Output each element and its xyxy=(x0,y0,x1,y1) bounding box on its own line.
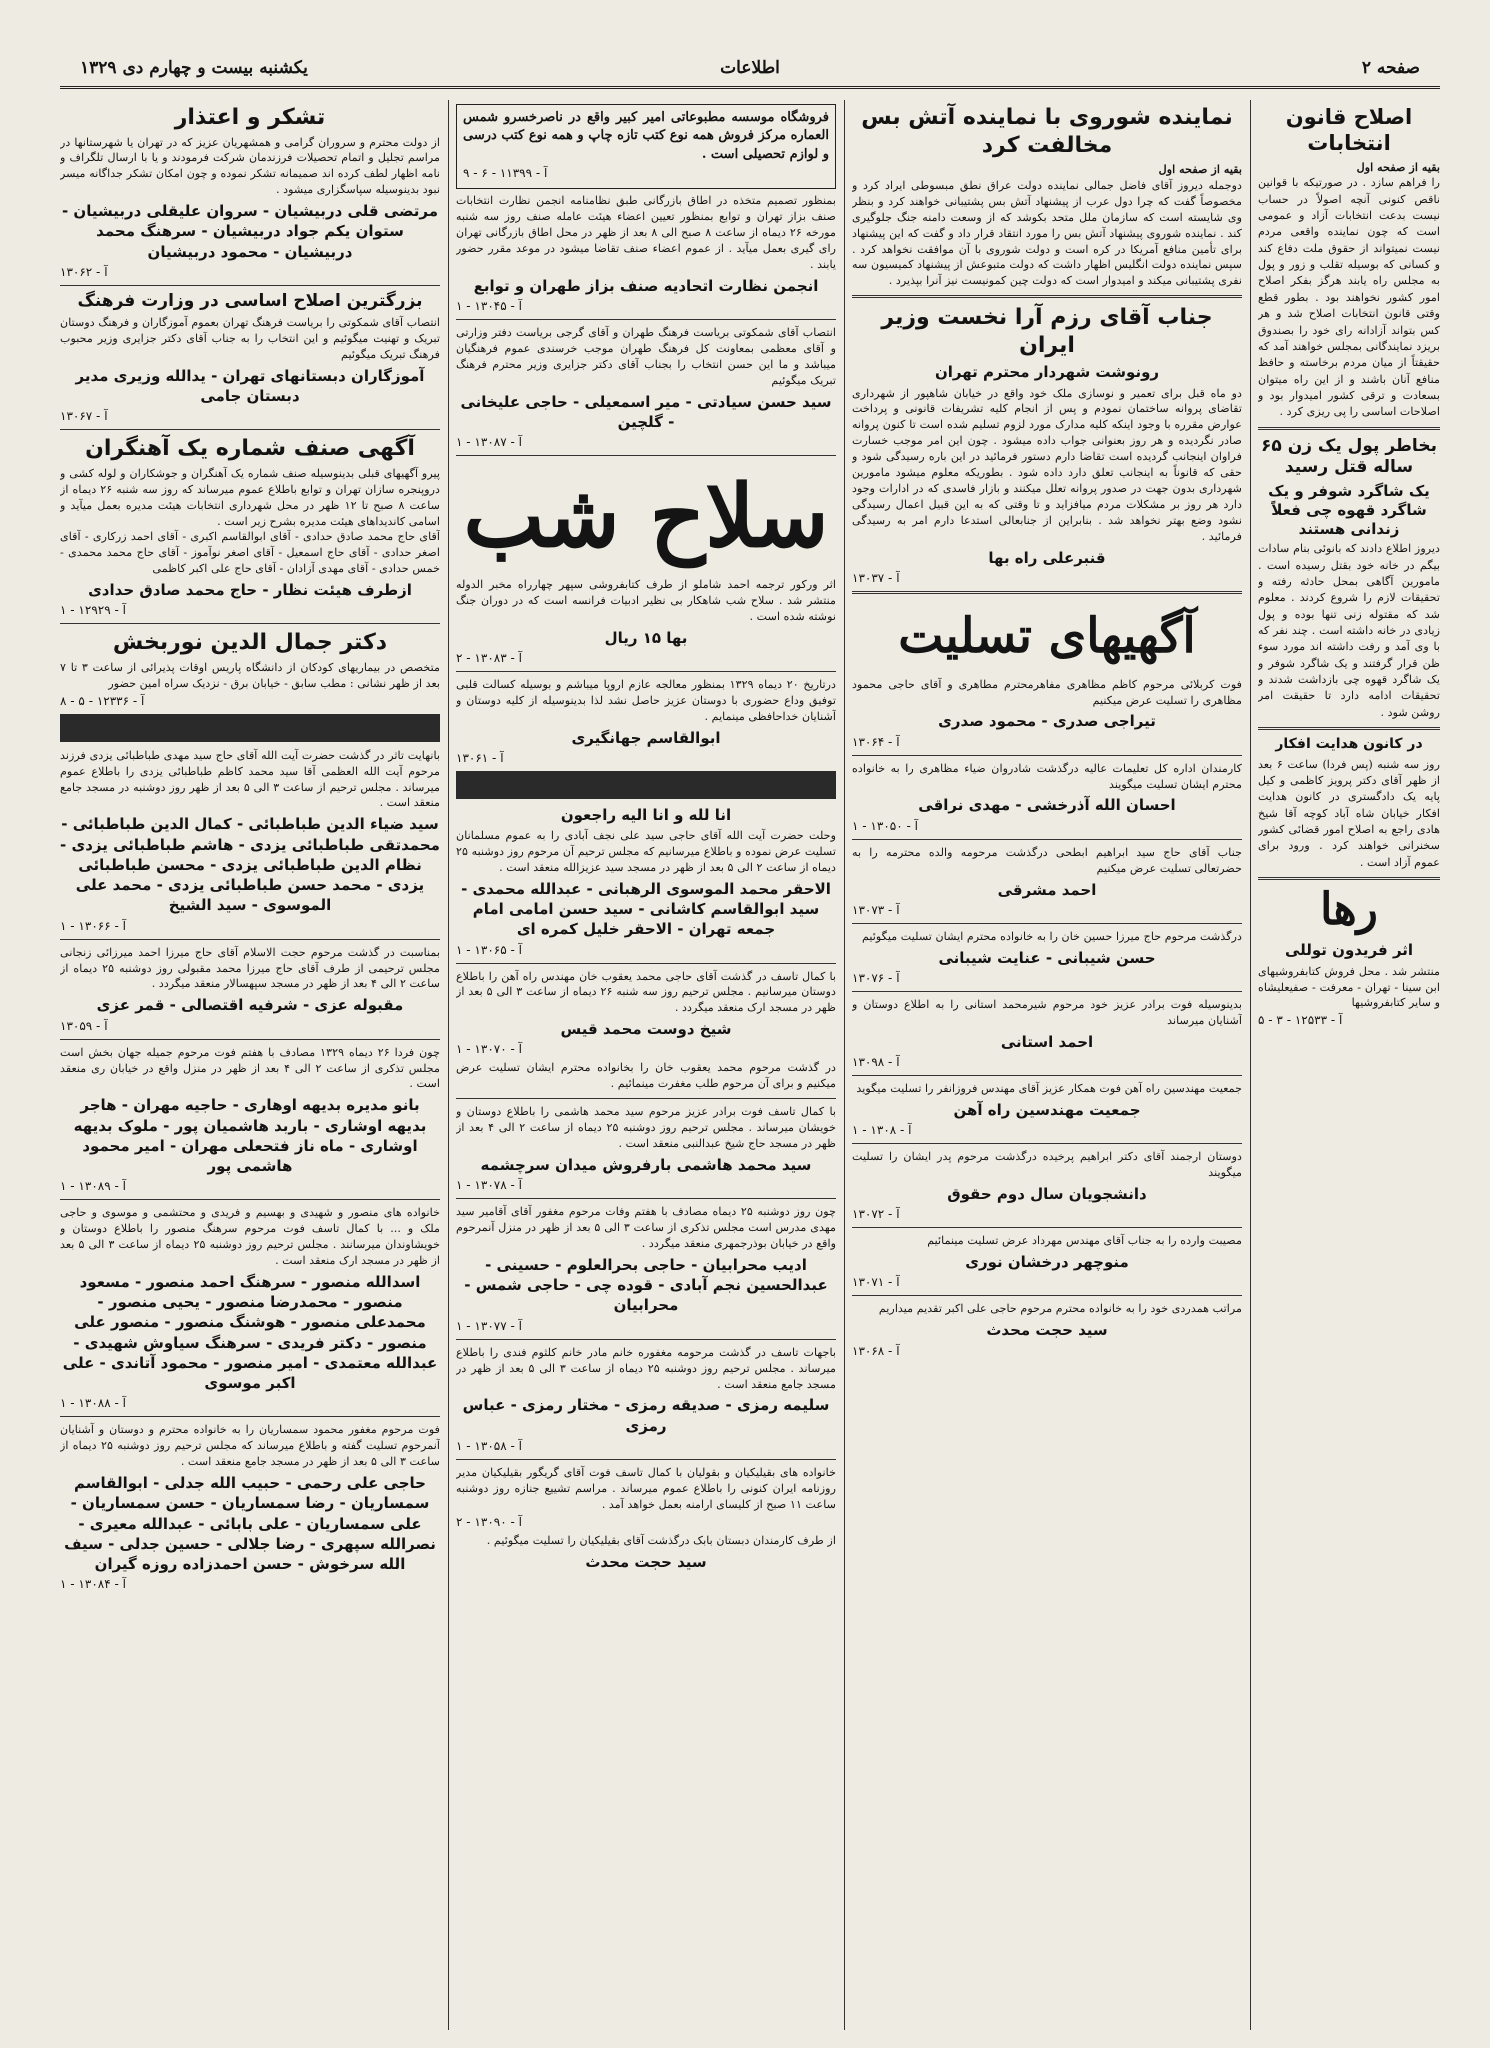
condolence-text: جناب آقای حاج سید ابراهیم ابطحی درگذشت مرحومه والده محترمه را به حضرتعالی تسلیت عرض میکنیم xyxy=(852,845,1242,875)
column-rule xyxy=(1250,100,1251,2030)
subhead: رونوشت شهردار محترم تهران xyxy=(934,363,1160,382)
section-title: آگهیهای تسلیت xyxy=(898,607,1196,664)
condolence-item xyxy=(852,1149,1242,1221)
headline: نماینده شوروی با نماینده آتش بس مخالفت کرد xyxy=(861,105,1233,158)
condolence-text: مصیبت وارده را به جناب آقای مهندس مهرداد عرض تسلیت مینمائیم xyxy=(927,1234,1242,1248)
electoral-reform-article xyxy=(1258,104,1440,421)
murder-report-article xyxy=(1258,436,1440,722)
divider xyxy=(1258,427,1440,430)
notice-body: انتصاب آقای شمکوتی بریاست فرهنگ طهران و آقای گرجی بریاست دفتر وزارتی و آقای معظمی بمعاونت کل فرهنگ طهران موجب خرسندی عموم فرهنگیان میباشد و ما این حسن انتخاب را بجناب آقای دکتر جزایری وزیر محترم فرهنگ تبریک میگوئیم xyxy=(456,326,836,387)
ad-code: آ - ۱۳۰۶۴ xyxy=(852,734,900,749)
divider xyxy=(852,923,1242,924)
ad-body: فروشگاه موسسه مطبوعاتی امیر کبیر واقع در ناصرخسرو شمس العماره مرکز فروش همه نوع کتب تازه چاپ و همه نوع کتب درسی و لوازم تحصیلی است . xyxy=(463,110,829,162)
ad-code: آ - ۱۳۰۸۹ - ۱ xyxy=(60,1179,126,1194)
book-title: سلاح شب xyxy=(463,466,829,568)
signature: ابوالقاسم جهانگیری xyxy=(571,728,721,747)
book-details: اثر ورکور ترجمه احمد شاملو از طرف کتابفروشی سپهر چهارراه مخبر الدوله منتشر شد . سلاح شب شاهکار بی نظیر ادبیات فرانسه است که در دوران جنگ نوشته شده است . xyxy=(456,577,836,623)
election-notice xyxy=(456,193,836,313)
divider xyxy=(852,1143,1242,1144)
obituary-engineer xyxy=(456,969,836,1093)
divider xyxy=(60,1039,440,1040)
ad-code: آ - ۱۳۰۶۲ xyxy=(60,264,108,279)
obituary-fandi xyxy=(456,1345,836,1453)
notice-body: خانواده های منصور و شهیدی و بهسیم و فریدی و محتشمی و موسوی و حاجی ملک و ... با کمال تاسف فوت مرحوم سرهنگ منصور را باطلاع دوستان و خویشاوندان میرسانند . مجلس ترحیم روز دوشنبه ۲۵ دیماه از ساعت ۳ الی ۵ بعد از ظهر در مسجد ارک منعقد است . xyxy=(60,1206,440,1268)
subhead: یک شاگرد شوفر و یک شاگرد قهوه چی فعلاً زندانی هستند xyxy=(1268,482,1430,538)
book-ad-night-weapon xyxy=(456,466,836,665)
divider xyxy=(60,285,440,286)
names: مقبوله عزی - شرفیه اقتصالی - قمر عزی xyxy=(96,996,404,1015)
condolence-names: منوچهر درخشان نوری xyxy=(965,1253,1129,1272)
condolence-text: بدینوسیله فوت برادر عزیز خود مرحوم شیرمحمد استانی را به اطلاع دوستان و آشنایان میرساند xyxy=(852,997,1242,1027)
condolence-text: جمعیت مهندسین راه آهن فوت همکار عزیز آقای مهندس فروزانفر را تسلیت میگوید xyxy=(856,1082,1242,1096)
names: ادیب محرابیان - حاجی بحرالعلوم - حسینی - عبدالحسین نجم آبادی - قوده چی - حاجی شمس - محرابیان xyxy=(464,1255,828,1315)
headline: جناب آقای رزم آرا نخست وزیر ایران xyxy=(881,305,1213,358)
divider xyxy=(60,1199,440,1200)
ad-code: آ - ۱۳۰۷۷ - ۱ xyxy=(456,1318,522,1333)
divider xyxy=(456,455,836,456)
divider xyxy=(456,1339,836,1340)
ad-code: آ - ۱۳۰۳۷ xyxy=(852,570,900,585)
page-header xyxy=(60,52,1440,89)
obituary-editor xyxy=(456,1465,836,1572)
notice-body: روز سه شنبه (پس فردا) ساعت ۶ بعد از ظهر آقای دکتر پرویز کاظمی و کیل پایه یک دادگستری در کانون هدایت افکار خیابان شاه آباد کوچه آقا شیخ هادی راجع به اصلاح امور قضائی کشور سخنرانی خواهند کرد . ورود برای عموم آزاد است . xyxy=(1258,757,1440,869)
memorial-jahanbakhsh xyxy=(60,1045,440,1194)
ad-body: متخصص در بیماریهای کودکان از دانشگاه پاریس اوقات پذیرائی از ساعت ۳ تا ۷ بعد از ظهر نشانی : مطب سابق - خیابان برق - نزدیک سراه امین حضور xyxy=(60,660,440,690)
divider xyxy=(456,319,836,320)
subhead: بقیه از صفحه اول xyxy=(1356,159,1440,174)
obituary-samsarian xyxy=(60,1422,440,1591)
ad-code: آ - ۱۳۰۸۷ - ۱ xyxy=(456,435,522,450)
condolence-text: فوت کربلائی مرحوم کاظم مظاهری مفاهرمحترم مطاهری و آقای حاجی محمود مظاهری را تسلیت عرض میکنیم xyxy=(852,677,1242,707)
column-rule xyxy=(844,100,845,2030)
names: حاجی علی رحمی - حبیب الله جدلی - ابوالقاسم سمساریان - رضا سمساریان - حسن سمساریان - علی سمساریان - علی بابائی - عبدالله معیری - نصرالله سپهری - رضا جلالی - حسین جدلی - سیف الله سرخوش - حسن احمدزاده روزه گیران xyxy=(64,1474,436,1574)
book-title: رها xyxy=(1320,884,1378,935)
ad-code: آ - ۱۳۰۷۰ - ۱ xyxy=(456,1042,522,1057)
farewell-notice xyxy=(456,677,836,765)
condolence-item xyxy=(852,761,1242,833)
headline: تشکر و اعتذار xyxy=(174,105,326,130)
ad-code: آ - ۱۳۰۵۰ - ۱ xyxy=(852,818,918,833)
signature: سید حسن سیادتی - میر اسمعیلی - حاجی علیخانی - گلچین xyxy=(460,392,832,432)
article-body: دوجمله دیروز آقای فاضل جمالی نماینده دولت عراق نطق مبسوطی ایراد کرد و مخصوصاً گفت که چرا دول عرب از پیشنهاد آتش بس پشتیبانی خواهند کرد و بنظر وی شایسته است که سازمان ملل متحد بکوشد که از وسعت دامنه جنگ جلوگیری کند . نماینده شوروی پیشنهاد آتش بس را مورد انتقاد قرار داد و گفت که این پیشنهاد برای تأمین منافع آمریکا در کره است و دولت شوروی با آن موافقت نخواهد کرد . سپس نماینده دولت انگلیس اظهار داشت که دولت متبوعش از پیشنهاد کمیسیون سه نفری پشتیبانی میکند و امیدوار است که دولت چین کمونیست نیز آنرا بپذیرد . xyxy=(852,178,1242,288)
divider xyxy=(852,991,1242,992)
ad-code: آ - ۱۳۰۶۶ - ۱ xyxy=(60,918,126,933)
condolence-section xyxy=(852,607,1242,1358)
names: سلیمه رمزی - صدیقه رمزی - مختار رمزی - عباس رمزی xyxy=(462,1396,830,1435)
book-ad-raha xyxy=(1258,886,1440,1027)
page-number: صفحه ۲ xyxy=(1361,58,1420,78)
ad-code: آ - ۱۲۹۲۹ - ۱ xyxy=(60,603,126,618)
names: اسدالله منصور - سرهنگ احمد منصور - مسعود منصور - محمدرضا منصور - یحیی منصور - محمدعلی منصور - هوشنگ منصور - منصور علی منصور - دکتر فریدی - سرهنگ سیاوش شهیدی - عبدالله معتمدی - امیر منصور - محمود آتاندی - علی اکبر موسوی xyxy=(62,1272,438,1393)
ad-code: آ - ۱۳۰۹۰ - ۲ xyxy=(456,1514,522,1529)
signature: آموزگاران دبستانهای تهران - یدالله وزیری مدیر دبستان جامی xyxy=(75,366,425,406)
divider xyxy=(60,1416,440,1417)
ad-code: آ - ۱۳۰۵۸ - ۱ xyxy=(456,1438,522,1453)
ad-code: آ - ۱۳۰۵۹ xyxy=(60,1018,108,1033)
doctor-ad xyxy=(60,629,440,707)
obituary-ayatollah xyxy=(456,805,836,957)
notice-body: بمنظور تصمیم متخذه در اطاق بازرگانی طبق نظامنامه انجمن نظارت انتخابات صنف بزاز تهران و توابع بمنظور تعیین اعضاء هیئت عامله صنف روز سه شنبه مورخه ۲۶ دیماه از ساعت ۸ صبح الی ۸ بعد از ظهر در محل اطاق بازرگانی تهران رای گیری بعمل میآید . از عموم اعضاء صنف تقاضا میشود در موعد مقرر حضور یابند . xyxy=(456,194,836,271)
condolence-text: درگذشت مرحوم حاج میرزا حسین خان را به خانواده محترم ایشان تسلیت میگوئیم xyxy=(861,929,1242,943)
condolence-names: سید حجت محدث xyxy=(986,1321,1108,1340)
ad-code: آ - ۱۳۰۹۸ xyxy=(852,1055,900,1070)
divider xyxy=(60,623,440,624)
signature: شیخ دوست محمد قیس xyxy=(560,1020,732,1039)
notice-body: در گذشت مرحوم محمد یعقوب خان را بخانواده محترم ایشان تسلیت عرض میکنیم و برای آن مرحوم طلب مغفرت مینمائیم . xyxy=(456,1061,836,1091)
column-2 xyxy=(852,100,1242,2030)
ad-code: آ - ۱۳۰۷۲ xyxy=(852,1207,900,1222)
article-body: دیروز اطلاع دادند که بانوئی بنام سادات بیگم در خانه خود بقتل رسیده است . مامورین آگاهی بمحل حادثه رفته و تحقیقات لازم را شروع کردند . معلوم شد که مقتوله زنی تنها بوده و پول زیادی در خانه داشته است . چند نفر که با وی آمد و رفت داشته اند مورد سوء ظن قرار گرفتند و یک شاگرد شوفر و یک شاگرد قهوه چی بازداشت شدند و تحقیقات ادامه دارد تا حقیقت امر روشن شود . xyxy=(1258,542,1440,719)
condolence-text: دوستان ارجمند آقای دکتر ابراهیم پرخیده درگذشت مرحوم پدر ایشان را تسلیت میگویند xyxy=(852,1150,1242,1180)
ad-code: آ - ۱۳۰۸۸ - ۱ xyxy=(60,1396,126,1411)
column-4 xyxy=(60,100,440,2030)
obituary-hashemi xyxy=(456,1104,836,1192)
divider xyxy=(1258,877,1440,880)
condolence-names: تیراجی صدری - محمود صدری xyxy=(938,712,1156,731)
thanks-notice xyxy=(60,104,440,279)
condolence-names: دانشجویان سال دوم حقوق xyxy=(947,1184,1147,1203)
condolence-item xyxy=(852,997,1242,1069)
bookstore-ad xyxy=(456,104,836,189)
notice-body: چون فردا ۲۶ دیماه ۱۳۲۹ مصادف با هفتم فوت مرحوم جمیله جهان بخش است مجلس تذکری از ساعت ۲ الی ۴ بعد از ظهر در منزل واقع در خیابان ری منعقد است . xyxy=(60,1045,440,1091)
notice-body: با کمال تاسف فوت برادر عزیز مرحوم سید محمد هاشمی را باطلاع دوستان و خویشان میرساند . مجلس ترحیم روز دوشنبه ۲۵ دیماه از ساعت ۲ الی ۴ بعد از ظهر در مسجد حاج شیخ عبدالنبی منعقد است . xyxy=(456,1105,836,1151)
subhead: بقیه از صفحه اول xyxy=(1158,162,1242,176)
signature: قنبرعلی راه بها xyxy=(988,548,1106,567)
condolence-text: کارمندان اداره کل تعلیمات عالیه درگذشت شادروان ضیاء مظاهری را به خانواده محترم ایشان تسلیت میگویند xyxy=(852,761,1242,791)
memorial-zanjani xyxy=(60,945,440,1033)
book-price: بها ۱۵ ریال xyxy=(604,628,688,647)
ad-code: آ - ۱۳۰۶۷ xyxy=(60,409,108,424)
notice-body: خانواده های بقیلیکیان و بقولیان با کمال تاسف فوت آقای گریگور بقیلیکیان مدیر روزنامه ایران کنونی را باطلاع عموم میرساند . مراسم تشییع جنازه روز دوشنبه ساعت ۱۱ صبح از کلیسای ارامنه بعمل خواهد آمد . xyxy=(456,1465,836,1511)
divider xyxy=(852,755,1242,756)
headline: آگهی صنف شماره یک آهنگران xyxy=(85,436,415,462)
notice-body: بمناسبت در گذشت مرحوم حجت الاسلام آقای حاج میرزا احمد میرزائی زنجانی مجلس ترحیمی از طرف آقای حاج میرزا محمد مقبولی روز دوشنبه ۲۵ دیماه از ساعت ۲ الی ۴ بعد از ظهر در مسجد سپهسالار منعقد میگردد . xyxy=(60,945,440,991)
condolence-names: حسن شیبانی - عنایت شیبانی xyxy=(938,948,1156,967)
ad-code: آ - ۱۳۰۶۸ xyxy=(852,1343,900,1358)
headline: دکتر جمال الدین نوربخش xyxy=(112,630,388,656)
ad-code: آ - ۱۳۰۶۱ xyxy=(456,750,504,765)
ad-code: آ - ۱۳۰۷۱ xyxy=(852,1275,900,1290)
divider xyxy=(852,295,1242,298)
ad-code: آ - ۱۲۳۳۶ - ۵ - ۸ xyxy=(60,693,145,708)
condolence-text: مراتب همدردی خود را به خانواده محترم مرحوم حاجی علی اکبر تقدیم میداریم xyxy=(878,1302,1242,1316)
education-reform-notice xyxy=(60,291,440,423)
signature: سید محمد هاشمی بارفروش میدان سرچشمه xyxy=(480,1156,812,1175)
blacksmith-guild-notice xyxy=(60,435,440,617)
ad-code: آ - ۱۳۰۷۸ - ۱ xyxy=(456,1178,522,1193)
divider xyxy=(852,1295,1242,1296)
condolence-item xyxy=(852,677,1242,749)
notice-body: پیرو آگهیهای قبلی بدینوسیله صنف شماره یک آهنگران و جوشکاران و لوله کشی و دروپنجره سازان تهران و توابع باطلاع عموم میرساند که روز سه شنبه ۲۶ دیماه از ساعت ۸ صبح تا ۱۲ ظهر در محل شهرداری انتخابات هیئت مدیره بعمل میآید و اسامی کاندیداهای هیئت مدیره بشرح زیر است . xyxy=(60,466,440,528)
notice-body: بانهایت تاثر در گذشت حضرت آیت الله آقای حاج سید مهدی طباطبائی یزدی فرزند مرحوم آیت الله العظمی آقا سید محمد کاظم طباطبائی یزدی را باطلاع عموم میرساند . مجلس ترحیم از ساعت ۳ الی ۵ بعد از ظهر روز دوشنبه در مسجد جامع منعقد است . xyxy=(60,748,440,810)
divider xyxy=(852,1075,1242,1076)
names: الاحقر محمد الموسوی الرهبانی - عبدالله محمدی - سید ابوالقاسم کاشانی - سید حسن امامی امام جمعه تهران - الاحقر خلیل کمره ای xyxy=(461,879,831,939)
book-details: منتشر شد . محل فروش کتابفروشیهای ابن سینا - تهران - معرفت - صفیعلیشاه و سایر کتابفروشیها xyxy=(1258,964,1440,1010)
black-band xyxy=(456,771,836,799)
notice-body: انتصاب آقای شمکوتی را بریاست فرهنگ تهران بعموم آموزگاران و فرهنگ دوستان تبریک و تهنیت میگوئیم و این انتخاب را به جناب آقای دکتر جزایری وزیر محبوب فرهنگ تبریک میگوئیم xyxy=(60,316,440,361)
signature: سید حجت محدث xyxy=(585,1552,707,1571)
soviet-ceasefire-article xyxy=(852,104,1242,289)
column-rule xyxy=(448,100,449,2030)
notice-body: وحلت حضرت آیت الله آقای حاجی سید علی نجف آبادی را به عموم مسلمانان تسلیت عرض نموده و باطلاع میرسانیم که مجلس ترحیم آن مرحوم روز دوشنبه ۲۵ دیماه از ساعت ۲ الی ۵ بعد از ظهر در مسجد سید عزیزالله منعقد است . xyxy=(456,829,836,874)
appointment-congrats xyxy=(456,325,836,449)
condolence-names: احمد استانی xyxy=(1000,1032,1094,1051)
notice-body: چون روز دوشنبه ۲۵ دیماه مصادف با هفتم وفات مرحوم مغفور آقای آقامیر سید مهدی مدرس است مجلس تذکری از ساعت ۳ الی ۵ بعد از ظهر در منزل آنمرحوم واقع در خیابان بوذرجمهری منعقد میگردد . xyxy=(456,1205,836,1251)
lecture-notice xyxy=(1258,736,1440,871)
column-3 xyxy=(456,100,836,2030)
names: بانو مدیره بدیهه اوهاری - حاجیه مهران - هاجر بدیهه اوشاری - باربد هاشمیان پور - ملوک بدیهه اوشاری - ماه ناز فتحعلی مهران - امیر محمود هاشمی پور xyxy=(73,1096,427,1176)
ad-code: آ - ۱۳۰۶۵ - ۱ xyxy=(456,942,522,957)
divider xyxy=(456,1098,836,1099)
divider xyxy=(60,939,440,940)
issue-date: یکشنبه بیست و چهارم دی ۱۳۲۹ xyxy=(80,58,308,78)
condolence-item xyxy=(852,1301,1242,1357)
notice-body: از طرف کارمندان دبستان بابک درگذشت آقای بقیلیکیان را تسلیت میگوئیم . xyxy=(486,1533,836,1547)
notice-body: از دولت محترم و سروران گرامی و همشهریان عزیز که در تهران یا شهرستانها در مراسم تجلیل و اتمام تحصیلات فرزندمان شرکت فرمودند و یا با ارسال تلگراف و نامه اظهار لطف کرده اند صمیمانه تشکر نموده و چون امکان تشکر جداگانه میسر نبود بدینوسیله سپاسگزاری میشود . xyxy=(60,135,440,197)
notice-body: باجهات تاسف در گذشت مرحومه مغفوره خانم مادر خانم کلثوم فندی را باطلاع میرساند . مجلس ترحیم روز دوشنبه ۲۵ دیماه از ساعت ۳ الی ۵ بعد از ظهر در مسجد جامع منعقد است . xyxy=(456,1345,836,1391)
divider xyxy=(60,429,440,430)
letter-body: دو ماه قبل برای تعمیر و نوسازی ملک خود واقع در خیابان شاهپور از شهرداری تقاضای پروانه ساختمان نمودم و پس از انجام کلیه تشریفات قانونی و پرداخت عوارض مقرره با وجود اینکه کلیه مدارک مورد لزوم تسلیم شده است تا کنون پروانه صادر نگردیده و هر روز بعنوانی جواب داده میشود . چون این امر موجب خسارت فراوان اینجانب گردیده است تقاضا دارم دستور فرمائید در این باره رسیدگی شود و حقی که قانوناً به اینجانب تعلق دارد داده شود . بطوریکه معلوم میشود مامورین شهرداری بدون جهت در صدور پروانه تعلل میکنند و بازار فاسدی که در ادارات وجود دارد هر روز بر مشکلات مردم میافزاید و تا وقتی که به این قبیل اعمال رسیدگی نشود وضع بهتر نخواهد شد . بنابراین از جنابعالی استدعا دارم امر به رسیدگی فرمائید . xyxy=(852,386,1242,543)
open-letter-pm xyxy=(852,304,1242,585)
ad-code: آ - ۱۱۳۹۹ - ۶ - ۹ xyxy=(463,166,548,181)
notice-body: فوت مرحوم مغفور محمود سمساریان را به خانواده محترم و دوستان و آشنایان آنمرحوم تسلیت گفته و باطلاع میرساند که مجلس ترحیم روز دوشنبه ۲۵ دیماه از ساعت ۳ الی ۵ بعد از ظهر در مسجد جامع منعقد است . xyxy=(60,1423,440,1469)
ad-code: آ - ۱۳۰۷۳ xyxy=(852,902,900,917)
ad-code: آ - ۱۳۰۴۵ - ۱ xyxy=(456,299,522,314)
condolence-names: احسان الله آذرخشی - مهدی نراقی xyxy=(918,796,1176,815)
names: سید ضیاء الدین طباطبائی - کمال الدین طباطبائی - محمدتقی طباطبائی یزدی - هاشم طباطبائی یزدی - نظام الدین طباطبائی یزدی - محسن طباطبائی یزدی - محمد حسن طباطبائی یزدی - محمد علی الموسوی - سید الشیخ xyxy=(60,815,440,915)
condolence-item xyxy=(852,845,1242,917)
condolence-names: جمعیت مهندسین راه آهن xyxy=(953,1100,1141,1119)
divider xyxy=(456,671,836,672)
paper-name: اطلاعات xyxy=(720,58,780,78)
names: مرتضی قلی دربیشیان - سروان علیقلی دربیشیان - ستوان یکم جواد دربیشیان - سرهنگ محمد دربیشیان - محمود دربیشیان xyxy=(61,202,439,261)
ad-code: آ - ۱۳۰۸ - ۱ xyxy=(852,1123,912,1138)
memorial-modarres xyxy=(456,1204,836,1332)
condolence-item xyxy=(852,1233,1242,1289)
ad-code: آ - ۱۳۰۷۶ xyxy=(852,970,900,985)
book-author: اثر فریدون توللی xyxy=(1284,941,1414,960)
divider xyxy=(1258,727,1440,730)
divider xyxy=(852,1227,1242,1228)
headline: انا لله و انا الیه راجعون xyxy=(560,805,732,824)
obituary-mansour xyxy=(60,1205,440,1410)
notice-body: درتاریخ ۲۰ دیماه ۱۳۲۹ بمنظور معالجه عازم اروپا میباشم و بوسیله کسالت قلبی توفیق وداع حضوری با دوستان عزیز حاصل نشد لذا بدینوسیله از کلیه دوستان و آشنایان خداحافظی مینمایم . xyxy=(456,677,836,723)
divider xyxy=(456,963,836,964)
obituary-tabatabai xyxy=(60,748,440,933)
condolence-names: احمد مشرقی xyxy=(997,880,1097,899)
headline: بخاطر پول یک زن ۶۵ ساله قتل رسید xyxy=(1261,435,1437,477)
divider xyxy=(852,839,1242,840)
divider xyxy=(456,1459,836,1460)
signature: انجمن نظارت اتحادیه صنف بزاز طهران و توابع xyxy=(473,276,819,295)
candidate-list: آقای حاج محمد صادق حدادی - آقای ابوالقاسم اکبری - آقای احمد زرکاری - آقای اصغر حدادی - آقای حاج اسمعیل - آقای اصغر نوآموز - آقای حاج محمد محمدی - خمس حدادی - آقای مهدی آزادان - آقای حاج علی اکبر کاظمی xyxy=(60,530,440,576)
column-1 xyxy=(1258,100,1440,2030)
ad-code: آ - ۱۲۵۳۳ - ۳ - ۵ xyxy=(1258,1013,1343,1028)
headline: بزرگترین اصلاح اساسی در وزارت فرهنگ xyxy=(77,290,423,311)
condolence-item xyxy=(852,1081,1242,1137)
condolence-item xyxy=(852,929,1242,985)
divider xyxy=(852,591,1242,594)
black-band xyxy=(60,714,440,742)
ad-code: آ - ۱۳۰۸۴ - ۱ xyxy=(60,1577,126,1592)
headline: در کانون هدایت افکار xyxy=(1275,736,1423,753)
notice-body: با کمال تاسف در گذشت آقای حاجی محمد یعقوب خان مهندس راه آهن را باطلاع دوستان میرسانیم . مجلس ترحیم روز سه شنبه ۲۶ دیماه از ساعت ۳ الی ۵ بعد از ظهر در مسجد ارک منعقد میگردد . xyxy=(456,969,836,1015)
headline: اصلاح قانون انتخابات xyxy=(1285,105,1413,156)
condolence-list xyxy=(852,677,1242,1358)
ad-code: آ - ۱۳۰۸۳ - ۲ xyxy=(456,650,522,665)
signature: ازطرف هیئت نظار - حاج محمد صادق حدادی xyxy=(88,581,412,600)
article-body: را فراهم سازد . در صورتیکه با قوانین ناقص کنونی آنچه اصولاً در حساب نیست بدعت انتخابات آزاد و عمومی است که چون نماینده واقعی مردم نیست نمیتواند از حقوق ملت دفاع کند و کسانی که بوسیله تقلب و زور و پول به مجلس راه یابند هرگز بفکر اصلاح امور کشور نخواهند بود . بطور قطع وقتی قانون انتخابات اصلاح شد و هر کس بتواند آزادانه رای خود را بصندوق بریزد نمایندگانی بمجلس خواهند آمد که حقیقتاً از میان مردم برخاسته و حافظ منافع آنان باشند و از این راه میتوان بسعادت و ترقی کشور امیدوار بود و اصلاحات اساسی را پی ریزی کرد . xyxy=(1258,176,1440,419)
divider xyxy=(456,1198,836,1199)
